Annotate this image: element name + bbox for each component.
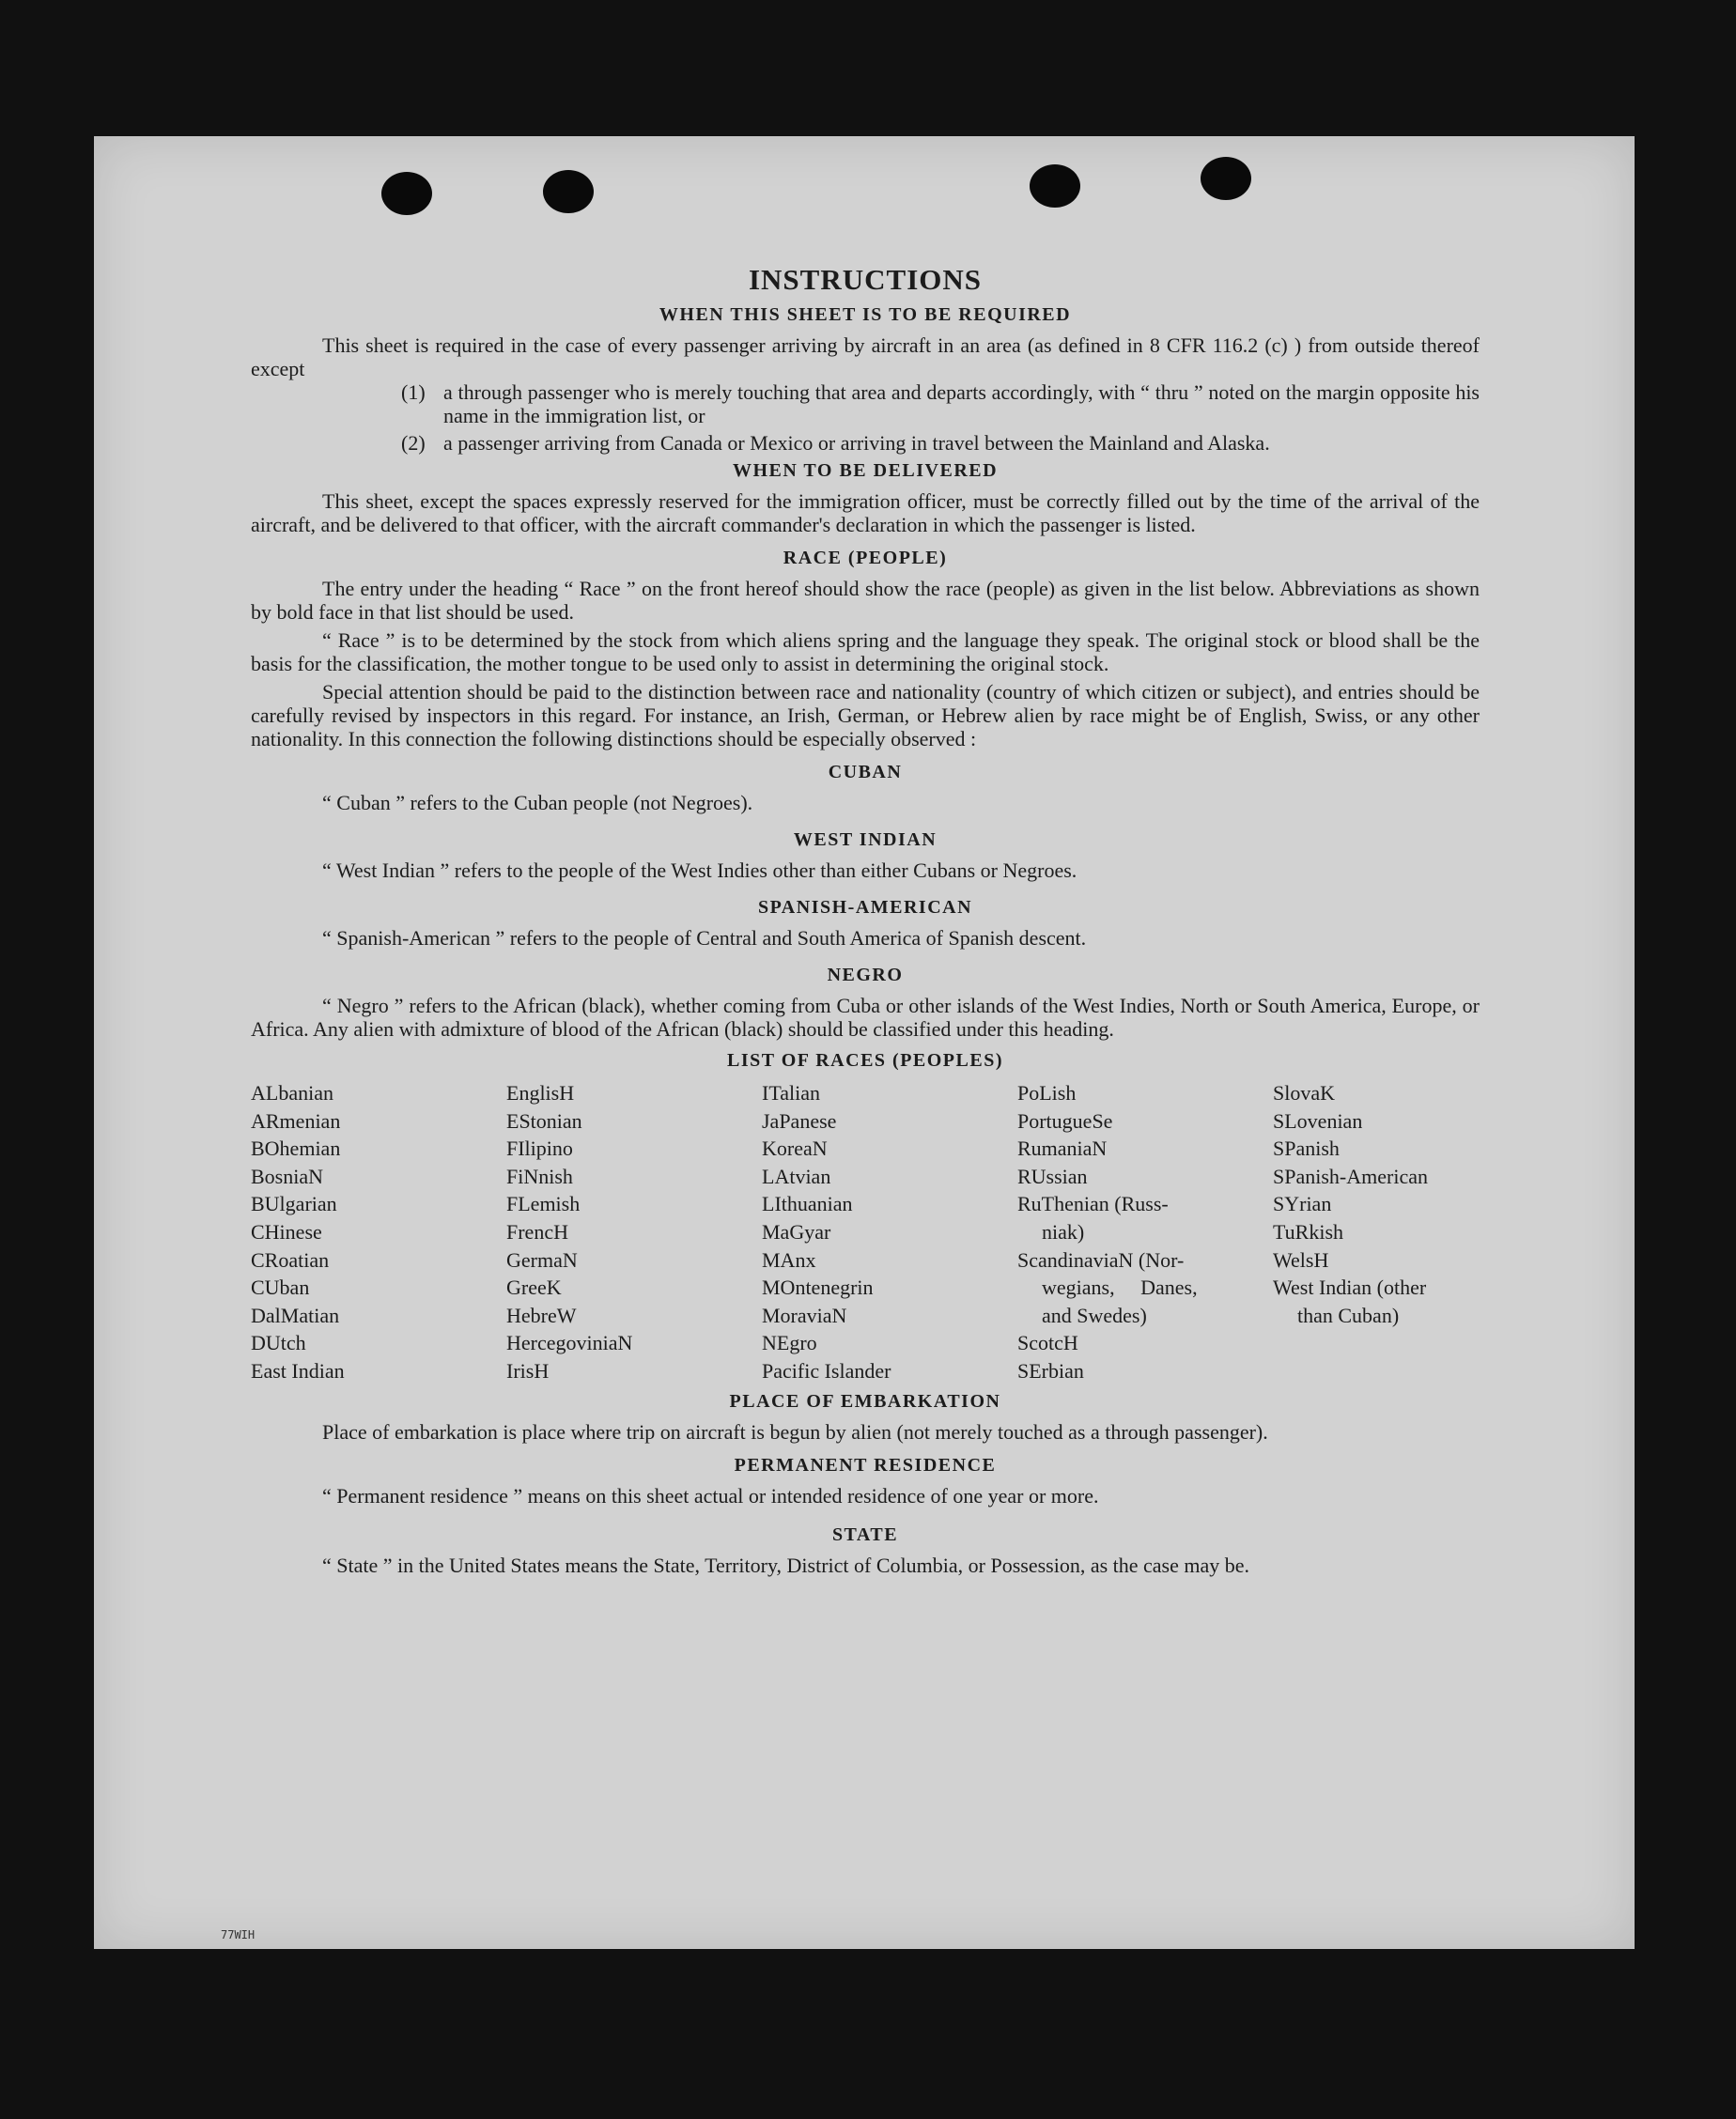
races-column [506,1079,762,1385]
race-entry: RuThenian (Russ- [1017,1192,1169,1216]
punch-hole [381,172,432,215]
race-entry: West Indian (other [1273,1276,1427,1300]
race-entry: JaPanese [762,1108,837,1133]
race-entry: EStonian [506,1108,582,1133]
races-list [251,1079,1480,1385]
paragraph: “ Race ” is to be determined by the stock from which aliens spring and the language they speak. The original stock or blood shall be the basis for the classification, the mother tongue to be used only to assist in determining the original stock. [251,628,1480,675]
race-entry: SlovaK [1273,1081,1335,1105]
race-entry: HebreW [506,1303,577,1327]
race-entry: MoraviaN [762,1303,847,1327]
race-entry: FLemish [506,1192,581,1216]
paragraph: “ Negro ” refers to the African (black), whether coming from Cuba or other islands of the West Indies, North or South America, Europe, or Africa. Any alien with admixture of blood of the African (black) should be classified under this heading. [251,994,1480,1041]
paragraph: “ Cuban ” refers to the Cuban people (not Negroes). [322,791,753,814]
race-entry: GermaN [506,1247,578,1272]
race-entry: TuRkish [1273,1219,1344,1244]
race-entry: BosniaN [251,1164,323,1188]
race-entry: MOntenegrin [762,1276,874,1300]
section-heading: LIST OF RACES (PEOPLES) [726,1050,1003,1071]
race-entry: SErbian [1017,1358,1084,1383]
section-heading: PLACE OF EMBARKATION [729,1390,1001,1412]
races-column [1273,1079,1480,1385]
race-entry: FrencH [506,1219,568,1244]
section-heading: NEGRO [827,965,904,985]
item-number: (1) [401,380,426,404]
race-entry: and Swedes) [1042,1303,1147,1327]
races-column [1017,1079,1273,1385]
section-heading: RACE (PEOPLE) [783,548,948,568]
race-entry: ITalian [762,1081,820,1105]
race-entry: SPanish [1273,1137,1340,1161]
race-entry: PoLish [1017,1081,1077,1105]
race-entry: BOhemian [251,1137,341,1161]
section-heading: CUBAN [828,762,903,782]
race-entry: East Indian [251,1358,345,1383]
instructions-content [251,263,1480,1577]
race-entry: HercegoviniaN [506,1331,633,1355]
race-entry: MaGyar [762,1219,831,1244]
race-entry: SPanish-American [1273,1164,1428,1188]
paragraph: “ Spanish-American ” refers to the people of Central and South America of Spanish descent. [322,926,1087,950]
race-entry: FiNnish [506,1164,573,1188]
race-entry: BUlgarian [251,1192,337,1216]
race-entry: SLovenian [1273,1108,1363,1133]
race-entry: wegians, Danes, [1042,1276,1198,1300]
paragraph: This sheet, except the spaces expressly reserved for the immigration officer, must be correctly filled out by the time of the arrival of the aircraft, and be delivered to that officer, with the aircraft commander's declaration in which the passenger is listed. [251,489,1480,536]
race-entry: WelsH [1273,1247,1329,1272]
race-entry: MAnx [762,1247,816,1272]
paragraph: “ State ” in the United States means the State, Territory, District of Columbia, or Possession, as the case may be. [322,1553,1250,1577]
page-title: INSTRUCTIONS [748,263,982,296]
race-entry: ARmenian [251,1108,341,1133]
paragraph: “ Permanent residence ” means on this sheet actual or intended residence of one year or more. [322,1483,1099,1508]
race-entry: RumaniaN [1017,1137,1108,1161]
race-entry: ALbanian [251,1081,333,1105]
item-number: (2) [401,431,426,455]
race-entry: SYrian [1273,1192,1332,1216]
race-entry: niak) [1042,1219,1085,1244]
race-entry: CRoatian [251,1247,330,1272]
paragraph: The entry under the heading “ Race ” on the front hereof should show the race (people) as given in the list below. Abbreviations as shown by bold face in that list should be used. [251,577,1480,624]
punch-hole [1201,157,1251,200]
race-entry: KoreaN [762,1137,828,1161]
section-heading: WEST INDIAN [793,829,938,850]
race-entry: ScandinaviaN (Nor- [1017,1247,1185,1272]
section-heading: PERMANENT RESIDENCE [734,1454,997,1476]
race-entry: RUssian [1017,1164,1088,1188]
punch-hole [543,170,594,213]
race-entry: GreeK [506,1276,562,1300]
document-sheet [94,136,1635,1949]
item-text: a passenger arriving from Canada or Mexico or arriving in travel between the Mainland and Alaska. [443,431,1270,455]
paragraph: This sheet is required in the case of every passenger arriving by aircraft in an area (as defined in 8 CFR 116.2 (c) ) from outside thereof except [251,333,1480,380]
paragraph: Place of embarkation is place where trip on aircraft is begun by alien (not merely touched as a through passenger). [322,1419,1268,1444]
race-entry: DUtch [251,1331,306,1355]
paragraph: “ West Indian ” refers to the people of the West Indies other than either Cubans or Negroes. [322,858,1077,882]
list-item [401,380,1480,427]
punch-hole [1030,164,1080,208]
race-entry: PortugueSe [1017,1108,1113,1133]
footer-mark: 77WIH [221,1928,256,1941]
race-entry: DalMatian [251,1303,340,1327]
item-text: a through passenger who is merely touching that area and departs accordingly, with “ thru ” noted on the margin opposite his name in the immigration list, or [443,380,1480,427]
section-heading: WHEN THIS SHEET IS TO BE REQUIRED [659,304,1072,325]
race-entry: CHinese [251,1219,322,1244]
races-column [762,1079,1017,1385]
race-entry: LAtvian [762,1164,831,1188]
section-heading: WHEN TO BE DELIVERED [732,460,999,481]
race-entry: FIlipino [506,1137,573,1161]
race-entry: LIthuanian [762,1192,853,1216]
races-column [251,1079,506,1385]
race-entry: ScotcH [1017,1331,1078,1355]
section-heading: STATE [831,1524,899,1545]
race-entry: CUban [251,1276,310,1300]
race-entry: EnglisH [506,1081,575,1105]
race-entry: NEgro [762,1331,817,1355]
section-heading: SPANISH-AMERICAN [757,897,973,918]
race-entry: than Cuban) [1297,1303,1400,1327]
list-item [401,431,1480,455]
race-entry: IrisH [506,1358,550,1383]
paragraph: Special attention should be paid to the distinction between race and nationality (country of which citizen or subject), and entries should be carefully revised by inspectors in this regard. For instance, an Irish, German, or Hebrew alien by race might be of English, Swiss, or any other nationality. In this connection the following distinctions should be especially observed : [251,680,1480,750]
race-entry: Pacific Islander [762,1358,891,1383]
